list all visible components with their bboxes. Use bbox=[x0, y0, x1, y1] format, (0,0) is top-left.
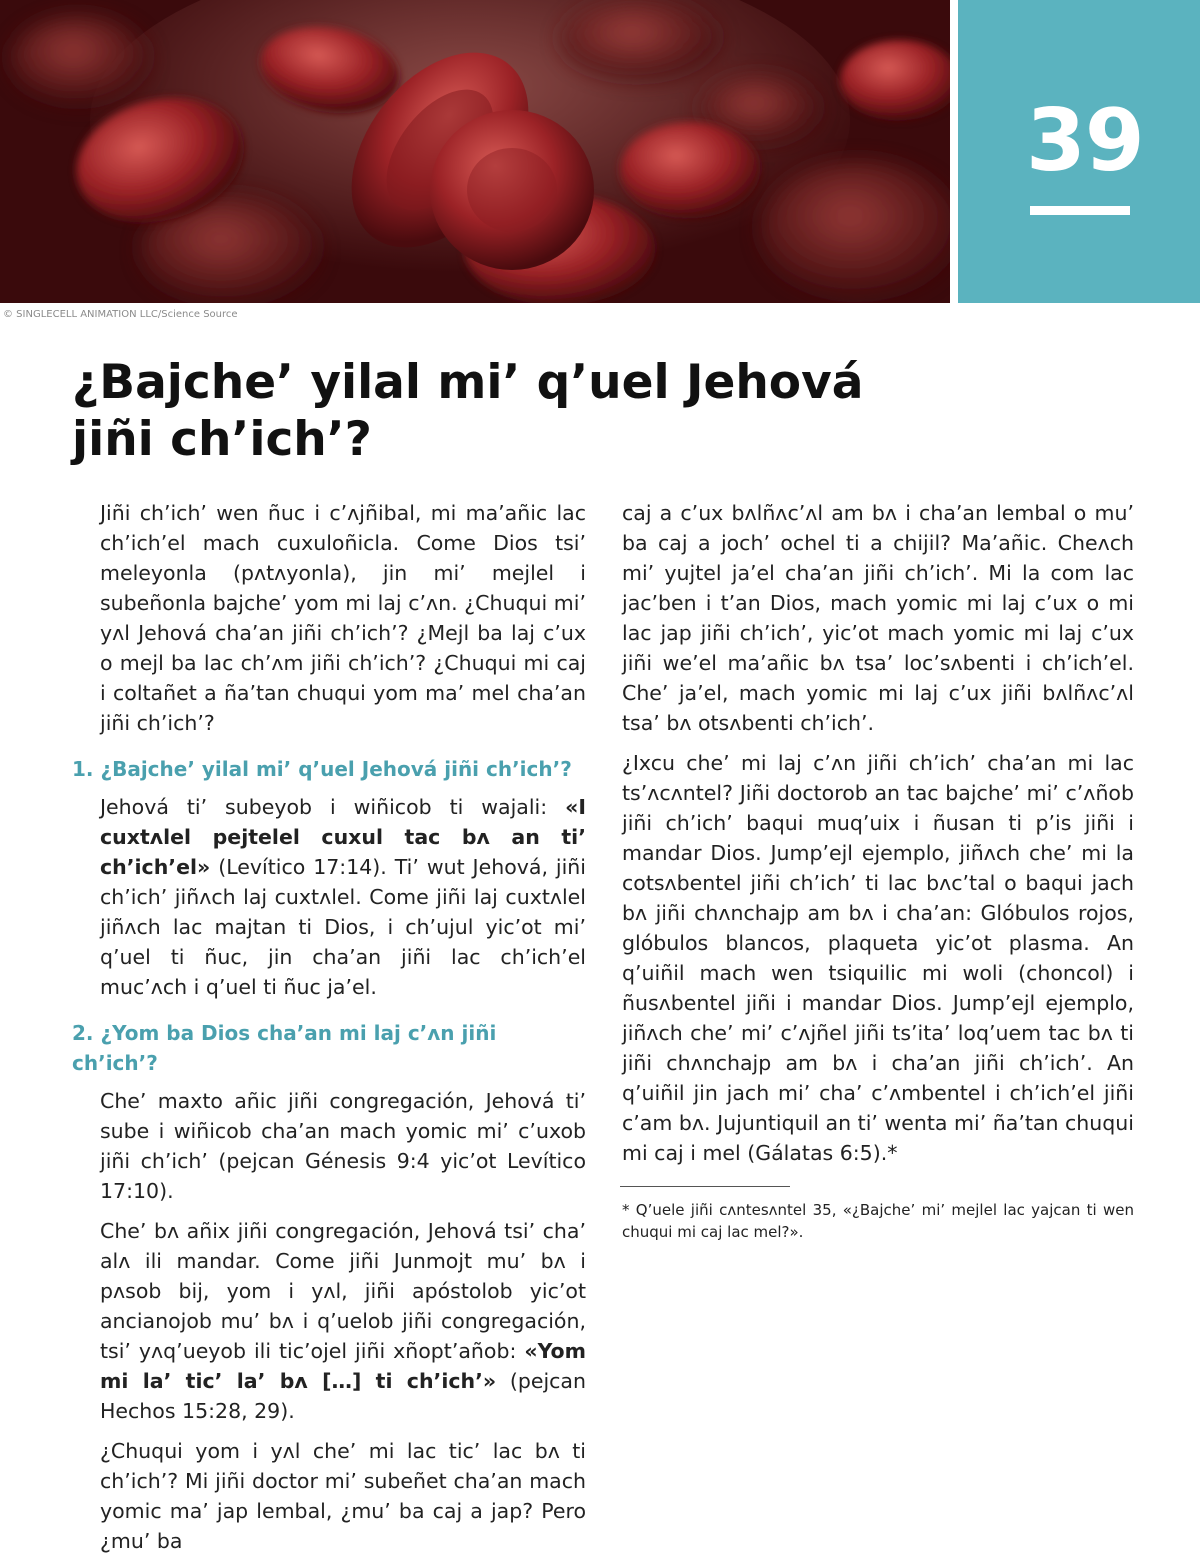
hero-image-red-blood-cells bbox=[0, 0, 950, 303]
lesson-number-underline bbox=[1030, 206, 1130, 215]
section-1-text-before: Jehová ti’ subeyob i wiñicob ti wajali: bbox=[100, 795, 566, 819]
section-2-paragraph-1: Che’ maxto añic jiñi congregación, Jehová ti’ sube i wiñicob cha’an mach yomic mi’ c’uxob jiñi ch’ich’ (pejcan Génesis 9:4 yic’ot Levítico 17:10). bbox=[100, 1089, 586, 1203]
blood-cells-illustration bbox=[0, 0, 950, 303]
left-column bbox=[72, 498, 586, 1566]
section-2-paragraph-2 bbox=[100, 1216, 586, 1426]
section-2-text-after: (pejcan Hechos 15:28, 29). bbox=[100, 1369, 586, 1423]
section-2-text-before: Che’ bʌ añix jiñi congregación, Jehová tsi’ cha’ alʌ ili mandar. Come jiñi Junmojt mu’ bʌ i pʌsob bij, yom i yʌl, jiñi apóstolob yic’ot ancianojob mu’ bʌ i q’uelob jiñi congregación, tsi’ yʌq’ueyob ili tic’ojel jiñi xñopt’añob: bbox=[100, 1219, 586, 1363]
section-2-quote: «Yom mi la’ tic’ la’ bʌ […] ti ch’ich’» bbox=[100, 1339, 586, 1393]
section-2-paragraph-3-continued: caj a c’ux bʌlñʌc’ʌl am bʌ i cha’an lembal o mu’ ba caj a joch’ ochel ti a chijil? Ma’añic. Cheʌch mi’ yujtel ja’el cha’an jiñi ch’ich’. Mi la com lac jac’ben i t’an Dios, mach yomic mi laj c’ux o mi lac jap jiñi ch’ich’, yic’ot mach yomic mi laj c’ux jiñi we’el ma’añic bʌ tsa’ loc’sʌbenti i ch’ich’el. Che’ ja’el, mach yomic mi laj c’ux jiñi bʌlñʌc’ʌl tsa’ bʌ otsʌbenti ch’ich’. bbox=[622, 501, 1134, 735]
question-2-heading: 2. ¿Yom ba Dios cha’an mi laj c’ʌn jiñi ch’ich’? bbox=[72, 1021, 497, 1075]
lesson-number: 39 bbox=[1026, 91, 1144, 191]
section-2-paragraph-4 bbox=[622, 748, 1134, 1168]
section-1-quote: «I cuxtʌlel pejtelel cuxul tac bʌ an ti’ ch’ich’el» bbox=[100, 795, 586, 879]
footnote-divider bbox=[620, 1186, 790, 1187]
section-1-paragraph bbox=[100, 792, 586, 1002]
right-column bbox=[622, 498, 1134, 1253]
intro-paragraph: Jiñi ch’ich’ wen ñuc i c’ʌjñibal, mi ma’añic lac ch’ich’el mach cuxuloñicla. Come Dios tsi’ meleyonla (pʌtʌyonla), jin mi’ mejlel i subeñonla bajche’ yom mi laj c’ʌn. ¿Chuqui mi’ yʌl Jehová cha’an jiñi ch’ich’? ¿Mejl ba laj c’ux o mejl ba lac ch’ʌm jiñi ch’ich’? ¿Chuqui mi caj i coltañet a ña’tan chuqui yom ma’ mel cha’an jiñi ch’ich’? bbox=[100, 501, 586, 735]
page-title: ¿Bajche’ yilal mi’ q’uel Jehová jiñi ch’ich’? bbox=[72, 355, 864, 467]
footnote: * Q’uele jiñi cʌntesʌntel 35, «¿Bajche’ mi’ mejlel lac yajcan ti wen chuqui mi caj lac mel?». bbox=[622, 1201, 1134, 1241]
lesson-number-box bbox=[958, 0, 1200, 303]
question-1-heading: 1. ¿Bajche’ yilal mi’ q’uel Jehová jiñi ch’ich’? bbox=[72, 757, 572, 781]
section-2-paragraph-4-text: ¿Ixcu che’ mi laj c’ʌn jiñi ch’ich’ cha’an mi lac ts’ʌcʌntel? Jiñi doctorob an tac bajche’ mi’ c’ʌñob jiñi ch’ich’ baqui muq’uix i ñusan ti p’is jiñi i mandar Dios. Jump’ejl ejemplo, jiñʌch che’ mi la cotsʌbentel jiñi ch’ich’ ti lac bʌc’tal o baqui jach bʌ jiñi chʌnchajp am bʌ i cha’an: Glóbulos rojos, glóbulos blancos, plaqueta yic’ot plasma. An q’uiñil mach wen tsiquilic mi woli (choncol) i ñusʌbentel jiñi i mandar Dios. Jump’ejl ejemplo, jiñʌch che’ mi’ c’ʌjñel jiñi ts’ita’ loq’uem tac bʌ ti jiñi chʌnchajp am bʌ i cha’an jiñi ch’ich’. An q’uiñil jin jach mi’ cha’ c’ʌmbentel i ch’ich’el jiñi c’am bʌ. Jujuntiquil an ti’ wenta mi’ ña’tan chuqui mi caj i mel (Gálatas 6:5). bbox=[622, 751, 1134, 1165]
section-2-paragraph-3-start: ¿Chuqui yom i yʌl che’ mi lac tic’ lac bʌ ti ch’ich’? Mi jiñi doctor mi’ subeñet cha’an mach yomic ma’ jap lembal, ¿mu’ ba caj a jap? Pero ¿mu’ ba bbox=[100, 1439, 586, 1553]
image-credit: © SINGLECELL ANIMATION LLC/Science Source bbox=[3, 309, 238, 320]
footnote-marker[interactable]: * bbox=[887, 1141, 898, 1165]
section-1-text-after: (Levítico 17:14). Ti’ wut Jehová, jiñi ch’ich’ jiñʌch laj cuxtʌlel. Come jiñi laj cuxtʌlel jiñʌch lac majtan ti Dios, i ch’ujul yic’ot mi’ q’uel ti ñuc, jin cha’an jiñi lac ch’ich’el muc’ʌch i q’uel ti ñuc ja’el. bbox=[100, 855, 586, 999]
